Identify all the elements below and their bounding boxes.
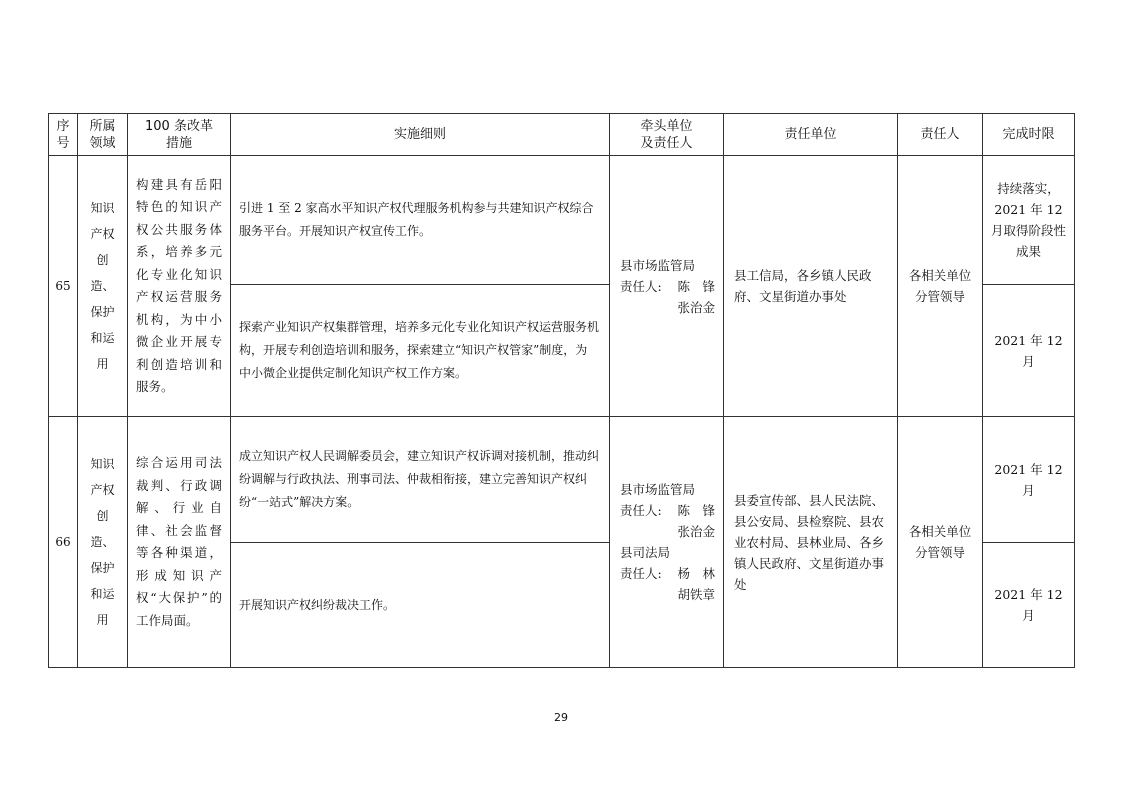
- header-measure-text: 100 条改革措施: [145, 118, 213, 151]
- header-resp-unit-text: 责任单位: [784, 127, 837, 142]
- header-detail: [231, 114, 610, 156]
- lead-person-line: [620, 563, 715, 584]
- row-lead: [610, 156, 724, 417]
- lead-label: 责任人:: [620, 503, 662, 518]
- table-row: [49, 156, 1075, 285]
- lead-person-line: [620, 276, 715, 297]
- row-detail: 成立知识产权人民调解委员会，建立知识产权诉调对接机制，推动纠纷调解与行政执法、刑事司法、仲裁相衔接，建立完善知识产权纠纷“一站式”解决方案。: [231, 417, 610, 543]
- header-lead: [610, 114, 724, 156]
- row-field: [78, 156, 128, 417]
- field-line: 知识: [90, 457, 115, 471]
- field-line: 和运: [90, 587, 115, 601]
- header-deadline: [983, 114, 1075, 156]
- header-row: [49, 114, 1075, 156]
- row-detail: 引进 1 至 2 家高水平知识产权代理服务机构参与共建知识产权综合服务平台。开展知识产权宣传工作。: [231, 156, 610, 285]
- lead-org: 县市场监管局: [620, 482, 696, 497]
- row-deadline: 2021 年 12 月: [983, 543, 1075, 668]
- lead-person: 张治金: [677, 299, 715, 315]
- field-line: 产权: [90, 227, 115, 241]
- field-text: [89, 451, 117, 633]
- lead-label: 责任人:: [620, 566, 662, 581]
- lead-person: 张治金: [677, 524, 715, 539]
- lead-person: 杨 林: [677, 566, 715, 581]
- header-field-text: 所属领域: [89, 118, 116, 151]
- lead-label: 责任人:: [620, 278, 662, 294]
- lead-person: 胡铁章: [677, 587, 715, 602]
- lead-person-line: [620, 500, 715, 521]
- field-line: 创: [96, 253, 109, 267]
- field-line: 造、: [90, 279, 115, 293]
- table-row: [49, 417, 1075, 543]
- lead-person: 陈 锋: [677, 503, 715, 518]
- row-field: [78, 417, 128, 668]
- row-deadline: 2021 年 12 月: [983, 417, 1075, 543]
- lead-org: 县市场监管局: [620, 257, 696, 273]
- row-seq: 66: [49, 417, 78, 668]
- row-resp-unit: 县工信局，各乡镇人民政府、文星街道办事处: [724, 156, 898, 417]
- row-resp-unit: 县委宣传部、县人民法院、县公安局、县检察院、县农业农村局、县林业局、各乡镇人民政府、文星街道办事处: [724, 417, 898, 668]
- resp-person-text: 各相关单位分管领导: [908, 524, 972, 560]
- field-line: 用: [96, 357, 109, 371]
- header-detail-text: 实施细则: [393, 127, 446, 142]
- field-line: 保护: [90, 561, 115, 575]
- row-detail: 开展知识产权纠纷裁决工作。: [231, 543, 610, 668]
- row-detail: 探索产业知识产权集群管理，培养多元化专业化知识产权运营服务机构，开展专利创造培训和服务，探索建立“知识产权管家”制度，为中小微企业提供定制化知识产权工作方案。: [231, 285, 610, 417]
- resp-person-text: 各相关单位分管领导: [908, 268, 972, 304]
- row-lead: [610, 417, 724, 668]
- header-seq: [49, 114, 78, 156]
- header-field: [78, 114, 128, 156]
- header-seq-text: 序号: [56, 118, 70, 151]
- field-line: 知识: [90, 201, 115, 215]
- header-deadline-text: 完成时限: [1002, 127, 1055, 142]
- row-resp-person: [898, 156, 983, 417]
- page-number: 29: [554, 711, 568, 724]
- header-measure: [128, 114, 231, 156]
- header-resp-person: [898, 114, 983, 156]
- field-line: 创: [96, 509, 109, 523]
- row-measure: 综合运用司法裁判、行政调解、行业自律、社会监督等各种渠道，形成知识产权“大保护”的工作局面。: [128, 417, 231, 668]
- header-lead-text: 牵头单位及责任人: [640, 118, 693, 151]
- row-measure: 构建具有岳阳特色的知识产权公共服务体系，培养多元化专业化知识产权运营服务机构，为中小微企业开展专利创造培训和服务。: [128, 156, 231, 417]
- field-line: 造、: [90, 535, 115, 549]
- lead-person: 陈 锋: [677, 278, 715, 294]
- row-resp-person: [898, 417, 983, 668]
- row-deadline: 持续落实，2021 年 12 月取得阶段性成果: [983, 156, 1075, 285]
- field-line: 保护: [90, 305, 115, 319]
- row-deadline: 2021 年 12 月: [983, 285, 1075, 417]
- field-line: 和运: [90, 331, 115, 345]
- reform-measures-table: [48, 113, 1075, 668]
- field-line: 用: [96, 613, 109, 627]
- field-text: [89, 195, 117, 377]
- row-seq: 65: [49, 156, 78, 417]
- lead-org: 县司法局: [620, 545, 671, 560]
- header-resp-person-text: 责任人: [920, 127, 960, 142]
- header-resp-unit: [724, 114, 898, 156]
- field-line: 产权: [90, 483, 115, 497]
